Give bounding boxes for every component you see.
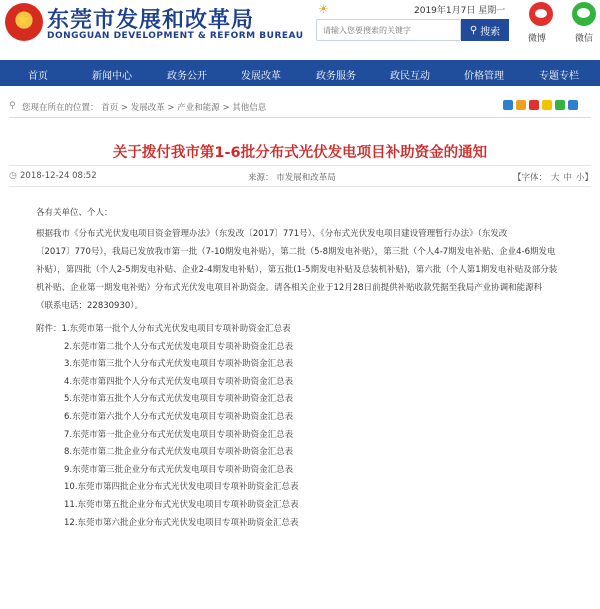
search-button-label: 搜索 xyxy=(480,26,501,38)
font-size-large[interactable]: 大 xyxy=(551,173,560,183)
paragraph-line: 〔2017〕770号），我局已发放我市第一批（7-10期发电补贴），第二批（5-8期发电补贴），第三批（个人4-7期发电补贴、企业4-6期发电 xyxy=(36,247,556,257)
paragraph-line: 机补贴、企业第一期发电补贴）分布式光伏发电项目补助资金。请各相关企业于12月28日前提供补贴收款凭据至我局产业协调和能源科 xyxy=(36,283,543,293)
attachment-item[interactable]: 5.东莞市第五批个人分布式光伏发电项目专项补助资金汇总表 xyxy=(64,394,294,405)
nav-item-development-reform[interactable]: 发展改革 xyxy=(241,71,281,82)
plus-icon[interactable] xyxy=(503,100,513,110)
favorite-icon[interactable] xyxy=(516,100,526,110)
attachment-item[interactable]: 12.东莞市第六批企业分布式光伏发电项目专项补助资金汇总表 xyxy=(64,517,299,528)
attachment-item[interactable]: 11.东莞市第五批企业分布式光伏发电项目专项补助资金汇总表 xyxy=(64,499,299,510)
wechat-label[interactable]: 微信 xyxy=(575,34,594,44)
attachment-item[interactable]: 2.东莞市第二批个人分布式光伏发电项目专项补助资金汇总表 xyxy=(64,341,294,352)
paragraph-line: （联系电话：22830930）。 xyxy=(36,301,144,311)
location-icon: ⚲ xyxy=(9,101,16,111)
nav-item-news[interactable]: 新闻中心 xyxy=(92,71,132,82)
greeting: 各有关单位、个人： xyxy=(36,208,113,218)
nav-item-interaction[interactable]: 政民互动 xyxy=(390,71,430,82)
article-paragraph xyxy=(36,225,574,315)
breadcrumb[interactable]: 您现在所在的位置： 首页 > 发展改革 > 产业和能源 > 其他信息 xyxy=(22,103,267,113)
wechat-share-icon[interactable] xyxy=(555,100,565,110)
article-title: 关于拨付我市第1-6批分布式光伏发电项目补助资金的通知 xyxy=(112,145,488,161)
search-input[interactable] xyxy=(316,19,461,41)
site-subtitle: DONGGUAN DEVELOPMENT & REFORM BUREAU xyxy=(47,31,304,41)
paragraph-line: 补贴），第四批（个人2-5期发电补贴、企业2-4期发电补贴），第五批(1-5期发电补贴及总装机补贴)，第六批（个人第1期发电补贴及部分装 xyxy=(36,265,558,275)
main-nav xyxy=(0,60,600,86)
paragraph-line: 根据我市《分布式光伏发电项目资金管理办法》（东发改〔2017〕771号）、《分布式光伏发电项目建设管理暂行办法》（东发改 xyxy=(36,229,508,239)
current-date: 2019年1月7日 星期一 xyxy=(414,6,506,16)
nav-item-special-topics[interactable]: 专题专栏 xyxy=(539,71,579,82)
nav-item-government-affairs[interactable]: 政务公开 xyxy=(167,71,207,82)
divider xyxy=(9,117,591,118)
font-size-control xyxy=(513,171,593,183)
wechat-icon[interactable] xyxy=(572,2,596,26)
nav-item-home[interactable]: 首页 xyxy=(28,71,48,82)
site-header xyxy=(0,0,600,56)
search-icon: ⚲ xyxy=(469,24,478,36)
weibo-icon[interactable] xyxy=(529,2,553,26)
search-button[interactable] xyxy=(461,19,509,41)
weather-icon: ☀ xyxy=(318,2,329,16)
attachment-item[interactable]: 7.东莞市第一批企业分布式光伏发电项目专项补助资金汇总表 xyxy=(64,429,294,440)
attachment-item[interactable]: 4.东莞市第四批个人分布式光伏发电项目专项补助资金汇总表 xyxy=(64,376,294,387)
more-icon[interactable] xyxy=(568,100,578,110)
attachment-label: 附件： xyxy=(36,324,62,334)
site-title[interactable]: 东莞市发展和改革局 xyxy=(47,8,255,33)
font-size-medium[interactable]: 中 xyxy=(563,173,573,183)
clock-icon: ◷ xyxy=(9,171,17,181)
qzone-icon[interactable] xyxy=(542,100,552,110)
font-size-label: 【字体： xyxy=(513,173,548,183)
attachment-item[interactable]: 10.东莞市第四批企业分布式光伏发电项目专项补助资金汇总表 xyxy=(64,482,299,493)
nav-item-services[interactable]: 政务服务 xyxy=(316,71,356,82)
weibo-label[interactable]: 微博 xyxy=(528,34,547,44)
attachment-item[interactable]: 6.东莞市第六批个人分布式光伏发电项目专项补助资金汇总表 xyxy=(64,411,294,422)
weibo-share-icon[interactable] xyxy=(529,100,539,110)
article-meta xyxy=(9,165,594,187)
publish-date: 2018-12-24 08:52 xyxy=(20,171,97,181)
attachment-list xyxy=(36,321,299,532)
nav-item-price-management[interactable]: 价格管理 xyxy=(464,71,504,82)
article-source: 来源： 市发展和改革局 xyxy=(248,173,336,183)
attachment-item[interactable]: 8.东莞市第二批企业分布式光伏发电项目专项补助资金汇总表 xyxy=(64,447,294,458)
share-bar xyxy=(503,100,578,110)
attachment-item[interactable]: 9.东莞市第三批企业分布式光伏发电项目专项补助资金汇总表 xyxy=(64,464,294,475)
attachment-item[interactable]: 3.东莞市第三批个人分布式光伏发电项目专项补助资金汇总表 xyxy=(64,359,294,370)
attachment-item[interactable]: 附件：1.东莞市第一批个人分布式光伏发电项目专项补助资金汇总表 xyxy=(36,324,291,334)
national-emblem-icon xyxy=(5,3,43,41)
font-size-small[interactable]: 小】 xyxy=(576,173,594,183)
